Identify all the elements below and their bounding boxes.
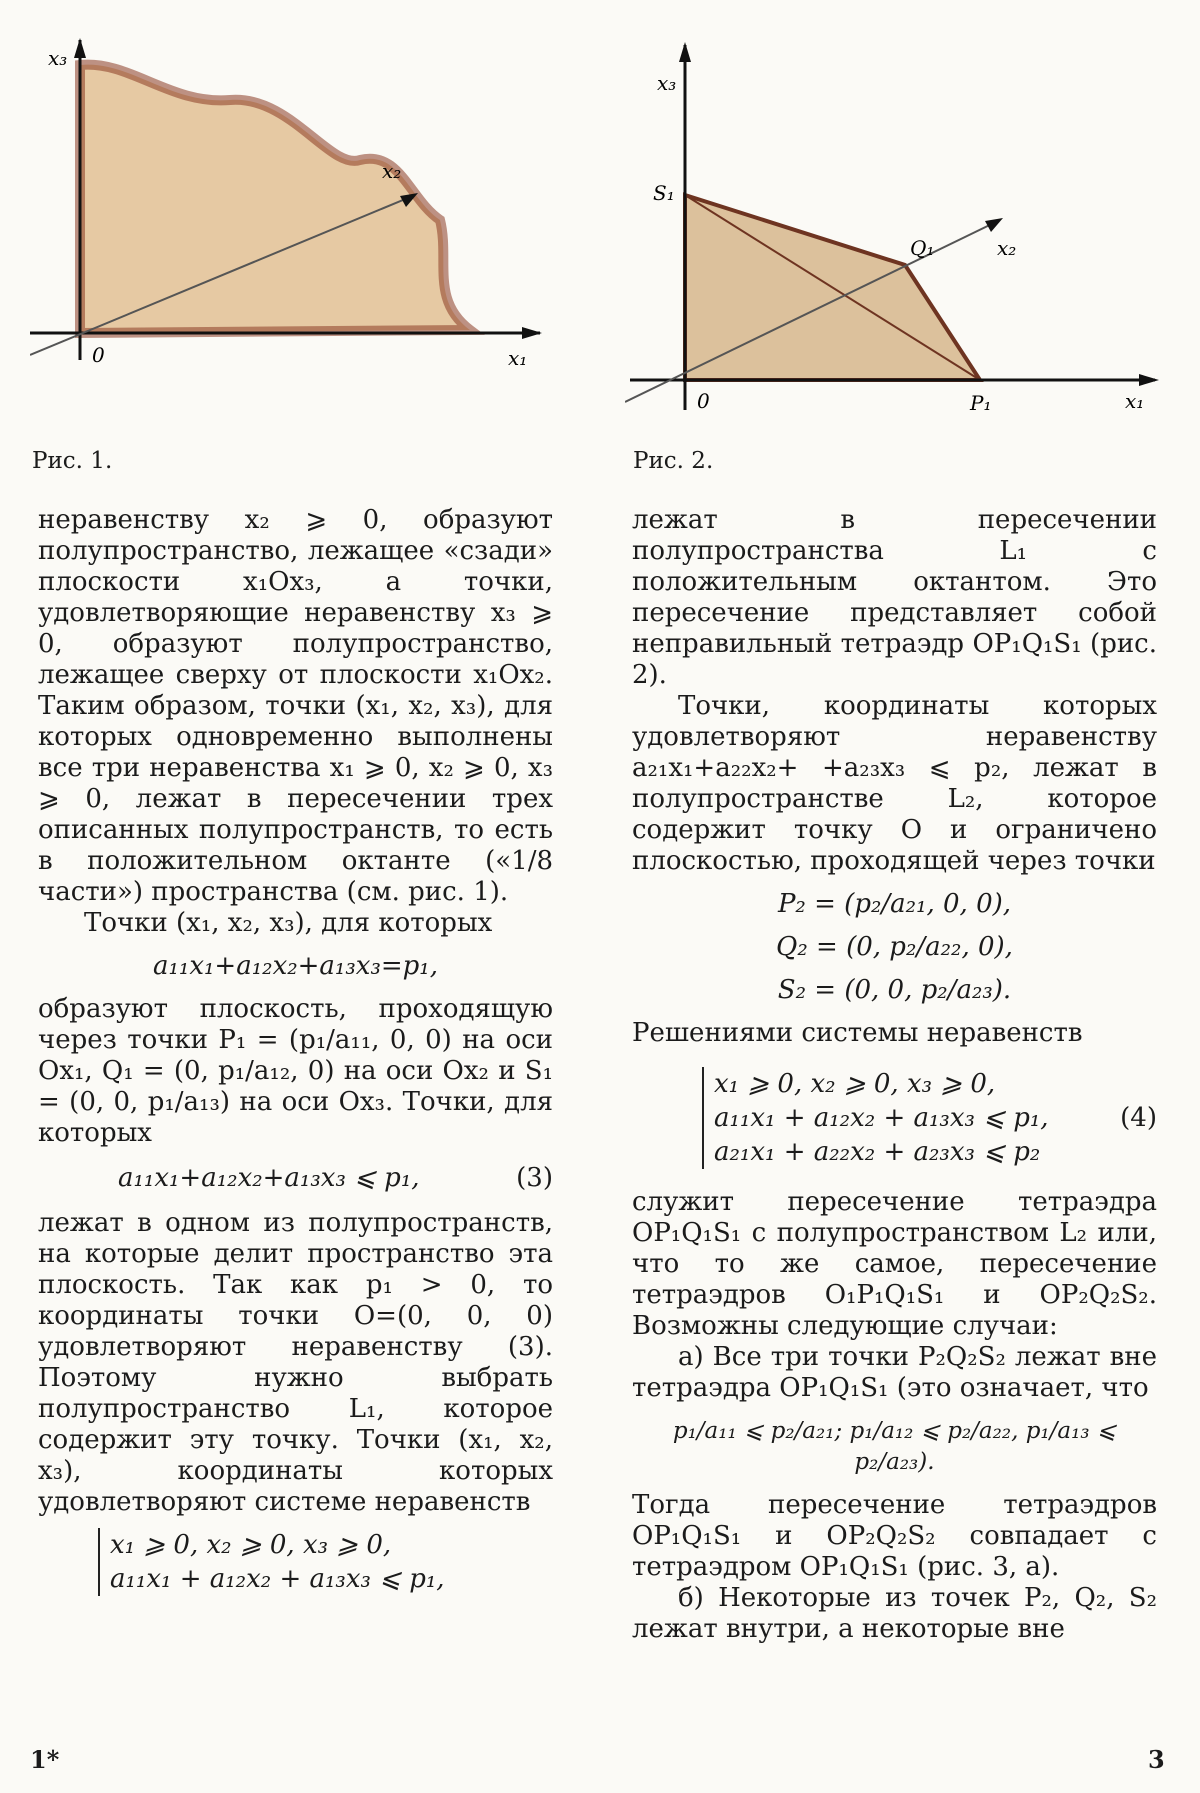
right-paragraph-6: Тогда пересечение тетраэдров OP₁Q₁S₁ и OP₂Q₂S₂ совпадает с тетраэдром OP₁Q₁S₁ (рис. 3, а). bbox=[632, 1490, 1157, 1582]
equation-plane: a₁₁x₁+a₁₂x₂+a₁₃x₃=p₁, bbox=[153, 951, 438, 981]
equation-S2: S₂ = (0, 0, p₂/a₂₃). bbox=[777, 975, 1012, 1005]
right-paragraph-5: а) Все три точки P₂Q₂S₂ лежат вне тетраэдра OP₁Q₁S₁ (это означает, что bbox=[632, 1342, 1157, 1403]
figure-2-axis-x2-arrow bbox=[985, 218, 1003, 232]
figure-2-label-origin: 0 bbox=[697, 389, 710, 410]
right-paragraph-3: Решениями системы неравенств bbox=[632, 1018, 1083, 1048]
figure-2-label-Q1: Q₁ bbox=[910, 236, 935, 260]
figure-2-axis-x3-arrow bbox=[679, 42, 691, 62]
signature-mark: 1* bbox=[30, 1745, 60, 1774]
figure-1-label-x1: x₁ bbox=[508, 346, 528, 370]
figure-2-label-x3: x₃ bbox=[657, 71, 677, 95]
system-1 bbox=[98, 1528, 553, 1596]
figure-2-label-P1: P₁ bbox=[970, 391, 992, 410]
system-4-line-1: x₁ ⩾ 0, x₂ ⩾ 0, x₃ ⩾ 0, bbox=[714, 1069, 996, 1099]
figure-2-axis-x1-arrow bbox=[1139, 374, 1159, 386]
system-4-line-2: a₁₁x₁ + a₁₂x₂ + a₁₃x₃ ⩽ p₁, bbox=[714, 1103, 1049, 1133]
figure-2 bbox=[625, 30, 1165, 410]
right-paragraph-2: Точки, координаты которых удовлетворяют неравенству a₂₁x₁+a₂₂x₂+ +a₂₃x₃ ⩽ p₂, лежат в полупространстве L₂, которое содержит точку O и ограничено плоскостью, проходящей через точки bbox=[632, 691, 1157, 876]
system-4-line-3: a₂₁x₁ + a₂₂x₂ + a₂₃x₃ ⩽ p₂ bbox=[714, 1137, 1041, 1167]
system-4-row bbox=[632, 1063, 1157, 1173]
right-paragraph-4: служит пересечение тетраэдра OP₁Q₁S₁ с полупространством L₂ или, что то же самое, пересечение тетраэдров O₁P₁Q₁S₁ и OP₂Q₂S₂. Возможны следующие случаи: bbox=[632, 1187, 1157, 1341]
figure-1-label-origin: 0 bbox=[92, 343, 105, 367]
figure-2-label-x2: x₂ bbox=[997, 236, 1017, 260]
left-paragraph-3: образуют плоскость, проходящую через точки P₁ = (p₁/a₁₁, 0, 0) на оси Ox₁, Q₁ = (0, p₁/a₁₂, 0) на оси Ox₂ и S₁ = (0, 0, p₁/a₁₃) на оси Ox₃. Точки, для которых bbox=[38, 994, 553, 1148]
equation-3: a₁₁x₁+a₁₂x₂+a₁₃x₃ ⩽ p₁, bbox=[118, 1163, 420, 1193]
figure-1 bbox=[30, 30, 550, 390]
figure-2-label-x1: x₁ bbox=[1125, 389, 1145, 410]
figure-1-label-x3: x₃ bbox=[48, 46, 68, 70]
inequality-case-a: p₁/a₁₁ ⩽ p₂/a₂₁; p₁/a₁₂ ⩽ p₂/a₂₂, p₁/a₁₃ ⩽ p₂/a₂₃). bbox=[672, 1418, 1117, 1475]
left-paragraph-2: Точки (x₁, x₂, x₃), для которых bbox=[84, 908, 493, 938]
figure-1-caption: Рис. 1. bbox=[32, 448, 113, 474]
equation-Q2: Q₂ = (0, p₂/a₂₂, 0), bbox=[776, 932, 1013, 962]
figure-1-label-x2: x₂ bbox=[382, 159, 402, 183]
right-paragraph-1: лежат в пересечении полупространства L₁ с положительным октантом. Это пересечение представляет собой неправильный тетраэдр OP₁Q₁S₁ (рис. 2). bbox=[632, 505, 1157, 690]
figure-1-axis-x3-arrow bbox=[74, 38, 86, 58]
page-number: 3 bbox=[1148, 1745, 1165, 1774]
system-1-line-1: x₁ ⩾ 0, x₂ ⩾ 0, x₃ ⩾ 0, bbox=[110, 1530, 392, 1560]
right-paragraph-7: б) Некоторые из точек P₂, Q₂, S₂ лежат внутри, а некоторые вне bbox=[632, 1583, 1157, 1644]
equation-3-number: (3) bbox=[516, 1163, 553, 1193]
figure-1-axis-x1-arrow bbox=[522, 327, 542, 339]
system-4 bbox=[702, 1067, 1049, 1169]
figure-2-label-S1: S₁ bbox=[653, 181, 675, 205]
equation-3-row bbox=[38, 1163, 553, 1194]
figure-2-caption: Рис. 2. bbox=[633, 448, 714, 474]
system-4-number: (4) bbox=[1120, 1102, 1157, 1133]
right-column bbox=[632, 505, 1157, 1645]
left-paragraph-1: неравенству x₂ ⩾ 0, образуют полупространство, лежащее «сзади» плоскости x₁Ox₃, а точки, удовлетворяющие неравенству x₃ ⩾ 0, образуют полупространство, лежащее сверху от плоскости x₁Ox₂. Таким образом, точки (x₁, x₂, x₃), для которых одновременно выполнены все три неравенства x₁ ⩾ 0, x₂ ⩾ 0, x₃ ⩾ 0, лежат в пересечении трех описанных полупространств, то есть в положительном октанте («1/8 части») пространства (см. рис. 1). bbox=[38, 505, 553, 907]
left-column bbox=[38, 505, 553, 1606]
system-1-line-2: a₁₁x₁ + a₁₂x₂ + a₁₃x₃ ⩽ p₁, bbox=[110, 1564, 445, 1594]
left-paragraph-4: лежат в одном из полупространств, на которые делит пространство эта плоскость. Так как p₁ > 0, то координаты точки O=(0, 0, 0) удовлетворяют неравенству (3). Поэтому нужно выбрать полупространство L₁, которое содержит эту точку. Точки (x₁, x₂, x₃), координаты которых удовлетворяют системе неравенств bbox=[38, 1208, 553, 1517]
equation-P2: P₂ = (p₂/a₂₁, 0, 0), bbox=[777, 889, 1012, 919]
